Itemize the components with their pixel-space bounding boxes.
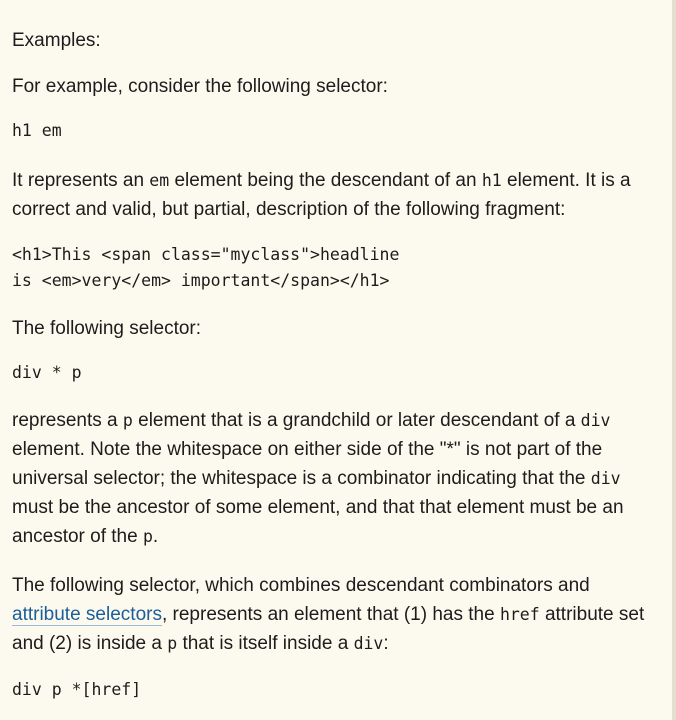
example1-fragment: <h1>This <span class="myclass">headline is <em>very</em> important</span></h1> bbox=[12, 245, 400, 290]
example3-description bbox=[12, 571, 660, 658]
text: must be the ancestor of some element, and that that element must be an ancestor of the bbox=[12, 497, 624, 547]
code-h1: h1 bbox=[481, 171, 502, 190]
attribute-selectors-link[interactable]: attribute selectors bbox=[12, 604, 162, 625]
text: element being the descendant of an bbox=[169, 170, 482, 191]
example2-description bbox=[12, 406, 660, 551]
example2-selector: div * p bbox=[12, 363, 82, 382]
text: It represents an bbox=[12, 170, 150, 191]
text: , represents an element that (1) has the bbox=[161, 604, 500, 625]
example3-selector: div p *[href] bbox=[12, 680, 142, 699]
code-p: p bbox=[142, 527, 153, 546]
examples-heading: Examples: bbox=[12, 30, 101, 51]
example1-description bbox=[12, 166, 660, 224]
code-em: em bbox=[149, 171, 170, 190]
example2-intro: The following selector: bbox=[12, 318, 202, 339]
text: The following selector, which combines descendant combinators and bbox=[12, 575, 590, 596]
text: element. It is a correct and valid, but partial, description of the following fragment: bbox=[12, 170, 631, 220]
code-div: div bbox=[590, 469, 621, 488]
text: element. Note the whitespace on either side of the "*" is not part of the universal selector; the whitespace is a combinator indicating that the bbox=[12, 439, 603, 489]
panel-edge bbox=[672, 0, 676, 720]
code-p: p bbox=[122, 411, 133, 430]
text: element that is a grandchild or later descendant of a bbox=[132, 410, 581, 431]
text: attribute set and (2) is inside a bbox=[12, 604, 645, 654]
code-div: div bbox=[353, 634, 384, 653]
text: that is itself inside a bbox=[177, 633, 354, 654]
text: represents a bbox=[12, 410, 123, 431]
text: : bbox=[383, 633, 389, 654]
code-href: href bbox=[499, 605, 540, 624]
example1-selector: h1 em bbox=[12, 121, 62, 140]
example1-intro: For example, consider the following selector: bbox=[12, 76, 388, 97]
text: . bbox=[152, 526, 159, 547]
code-div: div bbox=[580, 411, 611, 430]
code-p: p bbox=[167, 634, 178, 653]
